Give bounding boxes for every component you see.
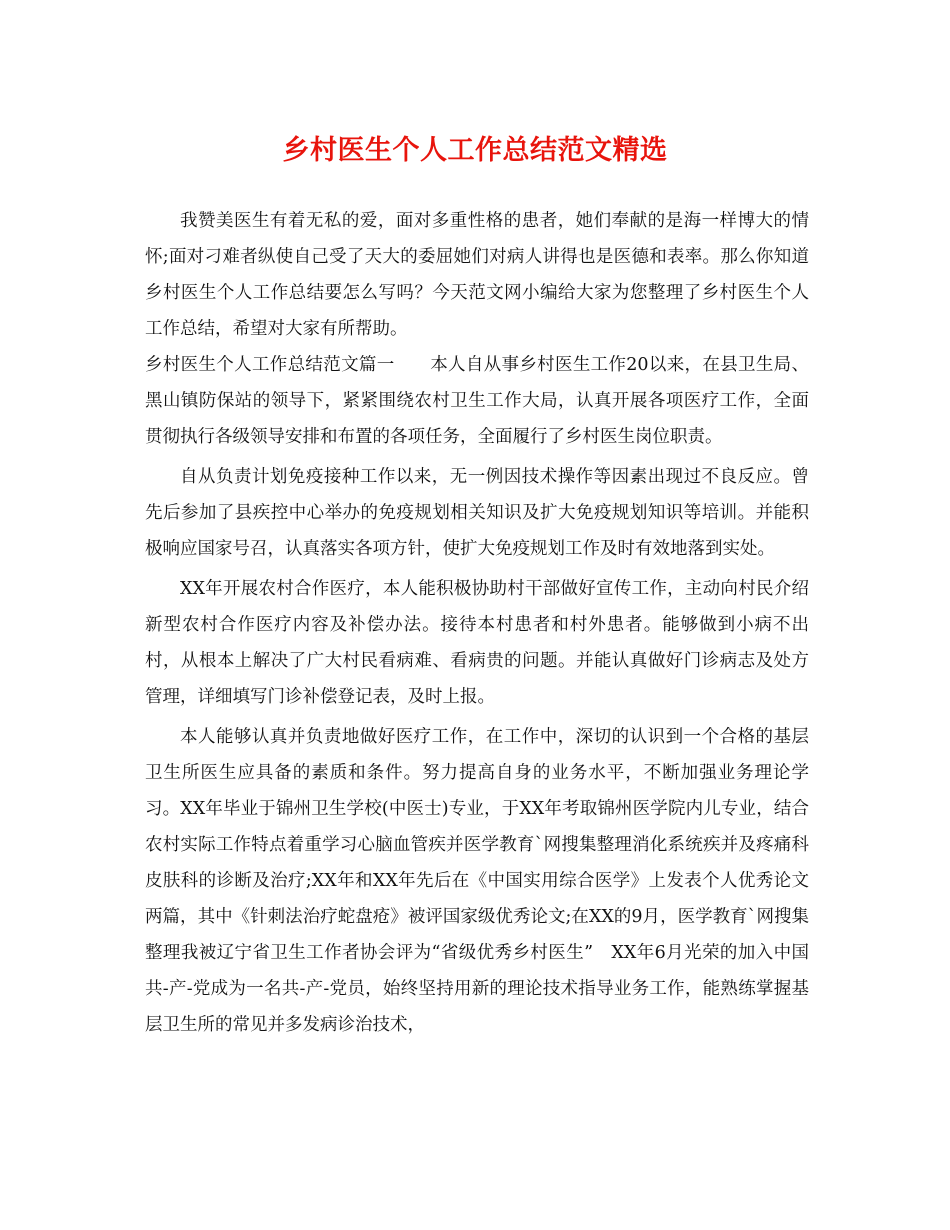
intro-paragraph: 我赞美医生有着无私的爱，面对多重性格的患者，她们奉献的是海一样博大的情怀;面对刁难者纵使自己受了天大的委屈她们对病人讲得也是医德和表率。那么你知道乡村医生个人工作总结要怎么写吗？今天范文网小编给大家为您整理了乡村医生个人工作总结，希望对大家有所帮助。 [145, 211, 809, 339]
cooperative-medical-paragraph: XX年开展农村合作医疗，本人能积极协助村干部做好宣传工作，主动向村民介绍新型农村合作医疗内容及补偿办法。接待本村患者和村外患者。能够做到小病不出村，从根本上解决了广大村民看病难、看病贵的问题。并能认真做好门诊病志及处方管理，详细填写门诊补偿登记表，及时上报。 [145, 579, 809, 707]
document-body [145, 203, 809, 1043]
article-one-paragraph: 乡村医生个人工作总结范文篇一 本人自从事乡村医生工作20以来，在县卫生局、黑山镇防保站的领导下，紧紧围绕农村卫生工作大局，认真开展各项医疗工作，全面贯彻执行各级领导安排和布置的各项任务，全面履行了乡村医生岗位职责。 [145, 355, 809, 447]
professional-development-paragraph: 本人能够认真并负责地做好医疗工作，在工作中，深切的认识到一个合格的基层卫生所医生应具备的素质和条件。努力提高自身的业务水平，不断加强业务理论学习。XX年毕业于锦州卫生学校(中医士)专业，于XX年考取锦州医学院内儿专业，结合农村实际工作特点着重学习心脑血管疾并医学教育`网搜集整理消化系统疾并及疼痛科皮肤科的诊断及治疗;XX年和XX年先后在《中国实用综合医学》上发表个人优秀论文两篇，其中《针刺法治疗蛇盘疮》被评国家级优秀论文;在XX的9月，医学教育`网搜集整理我被辽宁省卫生工作者协会评为“省级优秀乡村医生” XX年6月光荣的加入中国共-产-党成为一名共-产-党员，始终坚持用新的理论技术指导业务工作，能熟练掌握基层卫生所的常见并多发病诊治技术， [145, 727, 809, 1035]
document-title: 乡村医生个人工作总结范文精选 [282, 135, 668, 166]
immunization-paragraph: 自从负责计划免疫接种工作以来，无一例因技术操作等因素出现过不良反应。曾先后参加了县疾控中心举办的免疫规划相关知识及扩大免疫规划知识等培训。并能积极响应国家号召，认真落实各项方针，使扩大免疫规划工作及时有效地落到实处。 [145, 467, 809, 559]
